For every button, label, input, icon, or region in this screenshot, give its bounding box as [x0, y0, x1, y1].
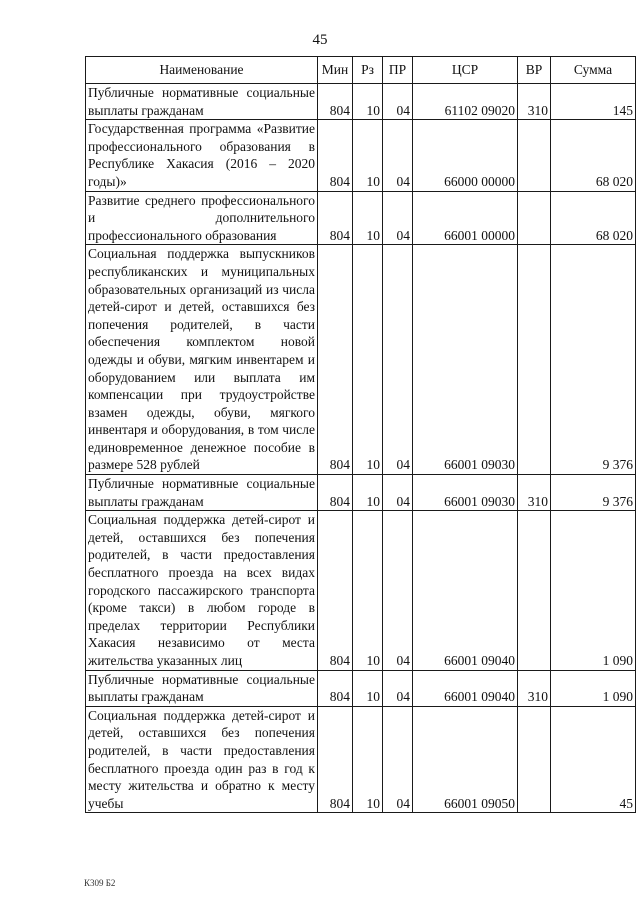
header-name: Наименование	[86, 57, 318, 84]
footer-code: К309 Б2	[84, 878, 116, 888]
row-pr: 04	[383, 191, 413, 245]
row-rz: 10	[353, 191, 383, 245]
row-sum: 9 376	[551, 245, 636, 475]
row-sum: 45	[551, 706, 636, 813]
row-pr: 04	[383, 475, 413, 511]
row-vr: 310	[518, 670, 551, 706]
row-name: Развитие среднего профессионального и дополнительного профессионального образования	[86, 191, 318, 245]
row-name: Государственная программа «Развитие профессионального образования в Республике Хакасия (2016 – 2020 годы)»	[86, 120, 318, 191]
row-name: Публичные нормативные социальные выплаты гражданам	[86, 84, 318, 120]
row-pr: 04	[383, 120, 413, 191]
row-min: 804	[318, 84, 353, 120]
header-sum: Сумма	[551, 57, 636, 84]
row-vr	[518, 191, 551, 245]
row-vr: 310	[518, 84, 551, 120]
row-vr	[518, 245, 551, 475]
row-pr: 04	[383, 706, 413, 813]
row-min: 804	[318, 191, 353, 245]
table-row	[86, 511, 636, 670]
header-rz: Рз	[353, 57, 383, 84]
table-row	[86, 475, 636, 511]
header-csr: ЦСР	[413, 57, 518, 84]
row-sum: 9 376	[551, 475, 636, 511]
table-row	[86, 706, 636, 813]
row-rz: 10	[353, 511, 383, 670]
row-name: Социальная поддержка детей-сирот и детей, оставшихся без попечения родителей, в части предоставления бесплатного проезда один раз в год к месту жительства и обратно к месту учебы	[86, 706, 318, 813]
row-csr: 66001 00000	[413, 191, 518, 245]
row-csr: 66001 09050	[413, 706, 518, 813]
row-rz: 10	[353, 84, 383, 120]
row-name: Публичные нормативные социальные выплаты гражданам	[86, 670, 318, 706]
row-pr: 04	[383, 511, 413, 670]
row-sum: 145	[551, 84, 636, 120]
row-sum: 68 020	[551, 191, 636, 245]
table-row	[86, 670, 636, 706]
row-csr: 66001 09030	[413, 245, 518, 475]
row-csr: 61102 09020	[413, 84, 518, 120]
row-min: 804	[318, 245, 353, 475]
row-vr	[518, 511, 551, 670]
row-sum: 1 090	[551, 670, 636, 706]
row-pr: 04	[383, 670, 413, 706]
header-min: Мин	[318, 57, 353, 84]
header-vr: ВР	[518, 57, 551, 84]
table-row	[86, 120, 636, 191]
row-name: Публичные нормативные социальные выплаты гражданам	[86, 475, 318, 511]
row-csr: 66001 09040	[413, 670, 518, 706]
row-rz: 10	[353, 475, 383, 511]
table-row	[86, 84, 636, 120]
row-rz: 10	[353, 670, 383, 706]
budget-table	[85, 56, 636, 813]
row-vr: 310	[518, 475, 551, 511]
row-rz: 10	[353, 706, 383, 813]
row-name: Социальная поддержка выпускников республиканских и муниципальных образовательных организаций из числа детей-сирот и детей, оставшихся без попечения родителей, в части обеспечения комплектом новой одежды и обуви, мягким инвентарем и оборудованием или выплата им компенсации при трудоустройстве взамен одежды, обуви, мягкого инвентаря и оборудования, в том числе единовременное денежное пособие в размере 528 рублей	[86, 245, 318, 475]
row-name: Социальная поддержка детей-сирот и детей, оставшихся без попечения родителей, в части предоставления бесплатного проезда на всех видах городского пассажирского транспорта (кроме такси) в любом городе в пределах территории Республики Хакасия независимо от места жительства указанных лиц	[86, 511, 318, 670]
row-vr	[518, 706, 551, 813]
header-pr: ПР	[383, 57, 413, 84]
row-csr: 66001 09040	[413, 511, 518, 670]
row-sum: 1 090	[551, 511, 636, 670]
row-min: 804	[318, 475, 353, 511]
row-min: 804	[318, 511, 353, 670]
row-csr: 66001 09030	[413, 475, 518, 511]
row-vr	[518, 120, 551, 191]
page-number: 45	[312, 32, 328, 48]
row-pr: 04	[383, 84, 413, 120]
table-header-row	[86, 57, 636, 84]
row-csr: 66000 00000	[413, 120, 518, 191]
table-row	[86, 191, 636, 245]
row-rz: 10	[353, 245, 383, 475]
row-min: 804	[318, 706, 353, 813]
row-min: 804	[318, 670, 353, 706]
row-rz: 10	[353, 120, 383, 191]
row-sum: 68 020	[551, 120, 636, 191]
row-pr: 04	[383, 245, 413, 475]
row-min: 804	[318, 120, 353, 191]
table-row	[86, 245, 636, 475]
